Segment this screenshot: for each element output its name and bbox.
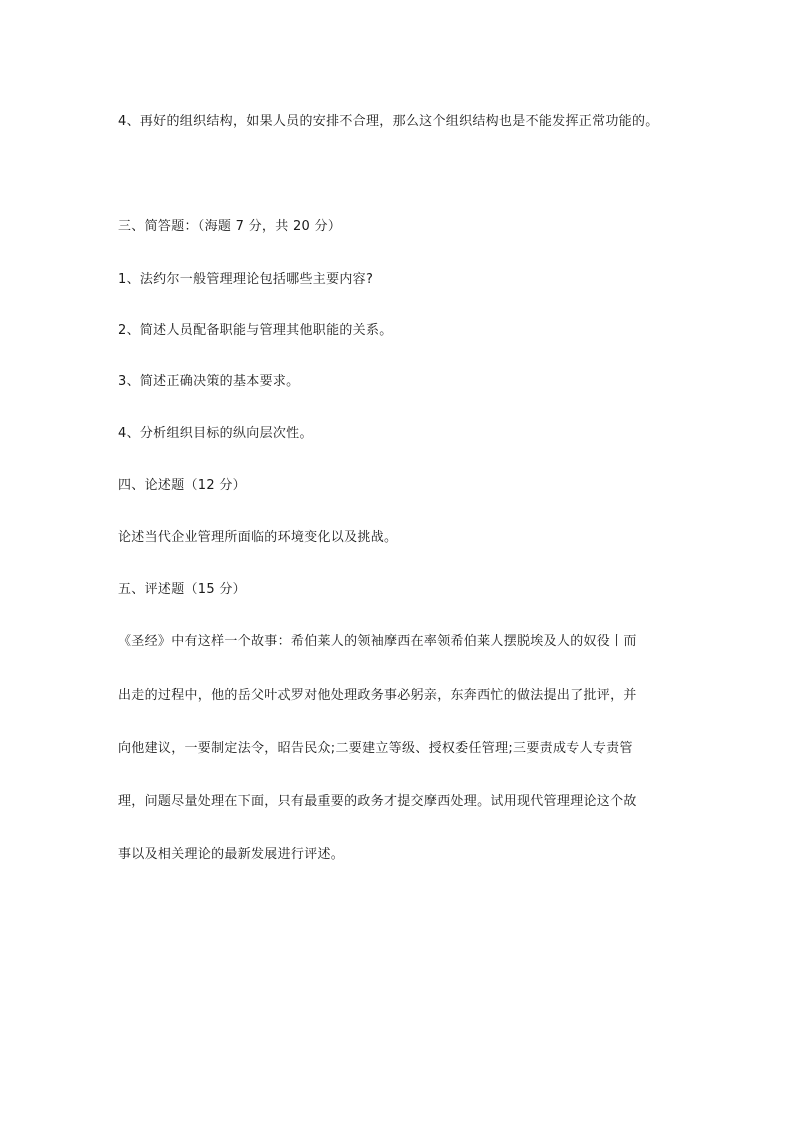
section2-item-4: 4、再好的组织结构，如果人员的安排不合理，那么这个组织结构也是不能发挥正常功能的。 [118,114,659,129]
section5-line-4: 理，问题尽量处理在下面，只有最重要的政务才提交摩西处理。试用现代管理理论这个故 [118,794,637,809]
section5-line-3: 向他建议，一要制定法令，昭告民众;二要建立等级、授权委任管理;三要责成专人专责管 [118,741,633,756]
section4-heading: 四、论述题（12 分） [118,478,246,493]
section5-line-5: 事以及相关理论的最新发展进行评述。 [118,847,345,862]
section3-question-3: 3、简述正确决策的基本要求。 [118,374,300,389]
section3-question-2: 2、简述人员配备职能与管理其他职能的关系。 [118,323,393,338]
section5-line-2: 出走的过程中，他的岳父叶忒罗对他处理政务事必躬亲，东奔西忙的做法提出了批评，并 [118,688,637,703]
section3-heading: 三、简答题：（海题 7 分，共 20 分） [118,219,342,234]
section3-question-4: 4、分析组织目标的纵向层次性。 [118,426,313,441]
section5-line-1: 《圣经》中有这样一个故事：希伯莱人的领袖摩西在率领希伯莱人摆脱埃及人的奴役丨而 [118,634,637,649]
section4-question: 论述当代企业管理所面临的环境变化以及挑战。 [118,530,398,545]
section5-heading: 五、评述题（15 分） [118,582,246,597]
section3-question-1: 1、法约尔一般管理理论包括哪些主要内容? [118,272,374,287]
